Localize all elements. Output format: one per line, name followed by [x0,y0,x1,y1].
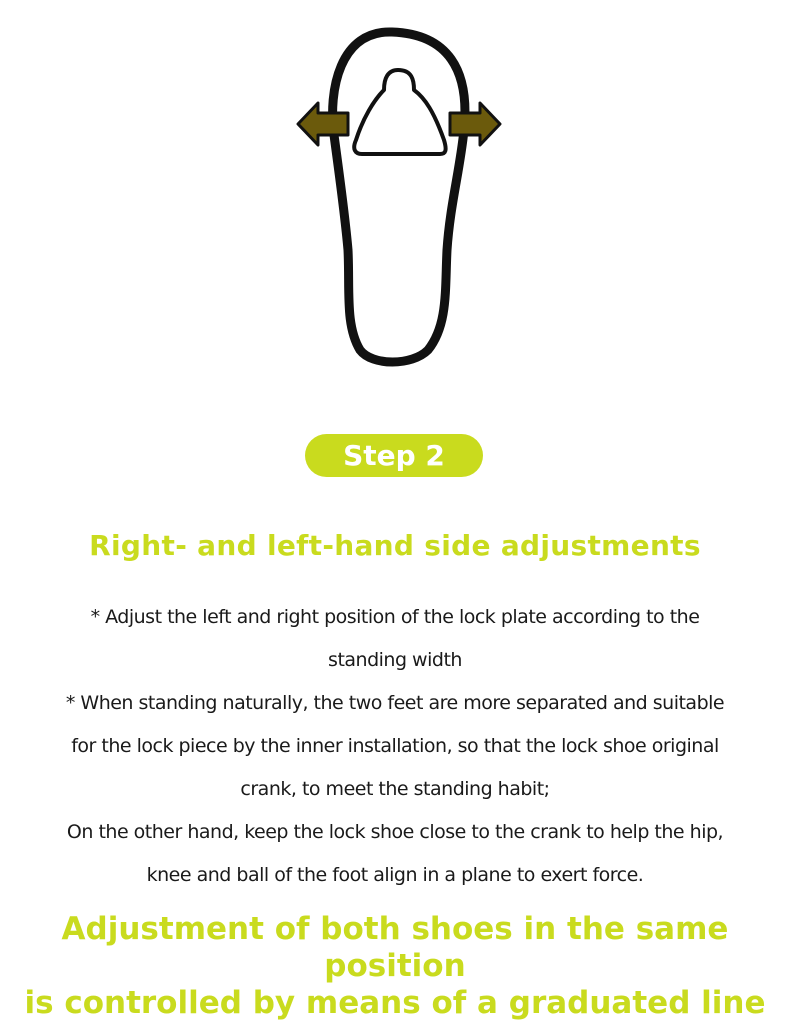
description-text [20,596,770,897]
section-heading: Right- and left-hand side adjustments [89,529,701,562]
footer-heading-line: is controlled by means of a graduated line [24,985,766,1021]
description-line: knee and ball of the foot align in a plane to exert force. [146,864,644,886]
description-line: standing width [328,649,462,671]
shoe-sole-icon [333,32,465,362]
shoe-illustration-svg [0,0,790,400]
step-badge: Step 2 [305,434,483,477]
description-line: * Adjust the left and right position of the lock plate according to the [90,606,700,628]
cleat-plate-icon [354,70,445,154]
description-line: crank, to meet the standing habit; [240,778,550,800]
description-line: On the other hand, keep the lock shoe close to the crank to help the hip, [66,821,724,843]
shoe-adjustment-illustration [0,0,790,400]
arrow-left-icon [298,103,348,145]
arrow-right-icon [450,103,500,145]
footer-heading-line: Adjustment of both shoes in the same position [61,911,729,984]
description-line: for the lock piece by the inner installation, so that the lock shoe original [71,735,719,757]
description-line: * When standing naturally, the two feet are more separated and suitable [65,692,725,714]
footer-heading [0,911,790,1022]
